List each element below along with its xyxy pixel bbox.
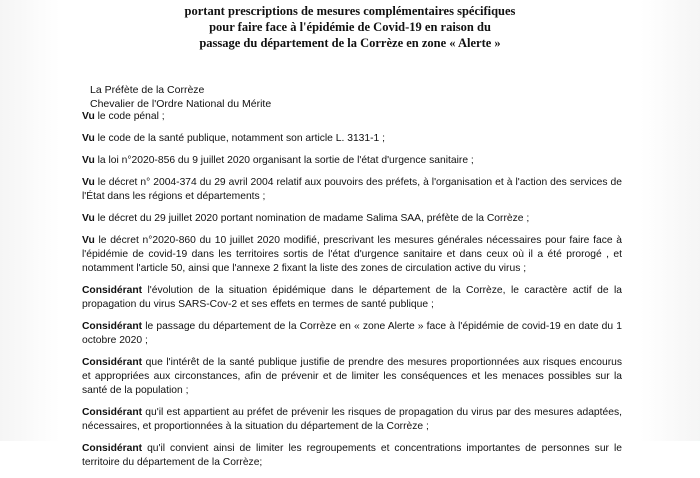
visa-paragraph (82, 110, 622, 124)
para-lead: Considérant (82, 357, 143, 368)
authority-title: La Préfète de la Corrèze (90, 84, 205, 96)
authority-distinction: Chevalier de l'Ordre National du Mérite (90, 98, 272, 110)
para-lead: Vu (82, 235, 95, 246)
considerant-paragraph (82, 442, 622, 470)
para-text: le décret n° 2004-374 du 29 avril 2004 relatif aux pouvoirs des préfets, à l'organisation et à l'action des services de l'État dans les régions et départements ; (82, 177, 622, 202)
visa-paragraph (82, 176, 622, 204)
para-text: le décret du 29 juillet 2020 portant nomination de madame Salima SAA, préfète de la Corrèze ; (94, 213, 530, 224)
considerant-paragraph (82, 406, 622, 434)
decree-body (82, 110, 622, 478)
title-line: passage du département de la Corrèze en zone « Alerte » (199, 36, 501, 50)
scan-shadow-left (0, 0, 60, 441)
considerant-paragraph (82, 320, 622, 348)
para-lead: Vu (82, 111, 95, 122)
title-line: pour faire face à l'épidémie de Covid-19 en raison du (209, 20, 491, 34)
para-text: le code de la santé publique, notamment son article L. 3131-1 ; (94, 133, 385, 144)
para-lead: Vu (82, 155, 95, 166)
visa-paragraph (82, 154, 622, 168)
visa-paragraph (82, 132, 622, 146)
considerant-paragraph (82, 284, 622, 312)
para-lead: Vu (82, 133, 95, 144)
para-lead: Considérant (82, 407, 143, 418)
para-lead: Considérant (82, 285, 143, 296)
para-text: le passage du département de la Corrèze en « zone Alerte » face à l'épidémie de covid-19 en date du 1 octobre 2020 ; (82, 321, 622, 346)
para-lead: Vu (82, 213, 95, 224)
decree-title (150, 3, 550, 51)
scan-shadow-right (640, 0, 700, 441)
para-text: la loi n°2020-856 du 9 juillet 2020 organisant la sortie de l'état d'urgence sanitaire ; (94, 155, 474, 166)
visa-paragraph (82, 234, 622, 276)
visa-paragraph (82, 212, 622, 226)
para-text: que l'intérêt de la santé publique justifie de prendre des mesures proportionnées aux risques encourus et appropriées aux circonstances, afin de prévenir et de limiter les conséquences et les menaces possibles sur la santé de la population ; (82, 357, 622, 396)
para-lead: Vu (82, 177, 95, 188)
para-text: l'évolution de la situation épidémique dans le département de la Corrèze, le caractère actif de la propagation du virus SARS-Cov-2 et ses effets en termes de santé publique ; (82, 285, 622, 310)
para-text: le décret n°2020-860 du 10 juillet 2020 modifié, prescrivant les mesures générales nécessaires pour faire face à l'épidémie de covid-19 dans les territoires sortis de l'état d'urgence sanitaire et dans ceux où il a été prorogé , et notamment l'article 50, ainsi que l'annexe 2 fixant la liste des zones de circulation active du virus ; (82, 235, 622, 274)
para-lead: Considérant (82, 443, 143, 454)
para-text: le code pénal ; (94, 111, 165, 122)
considerant-paragraph (82, 356, 622, 398)
issuing-authority (90, 83, 271, 111)
para-text: qu'il est appartient au préfet de prévenir les risques de propagation du virus par des mesures adaptées, nécessaires, et proportionnées à la situation du département de la Corrèze ; (82, 407, 622, 432)
title-line: portant prescriptions de mesures complémentaires spécifiques (184, 4, 516, 18)
para-text: qu'il convient ainsi de limiter les regroupements et concentrations importantes de personnes sur le territoire du département de la Corrèze; (82, 443, 622, 468)
para-lead: Considérant (82, 321, 143, 332)
